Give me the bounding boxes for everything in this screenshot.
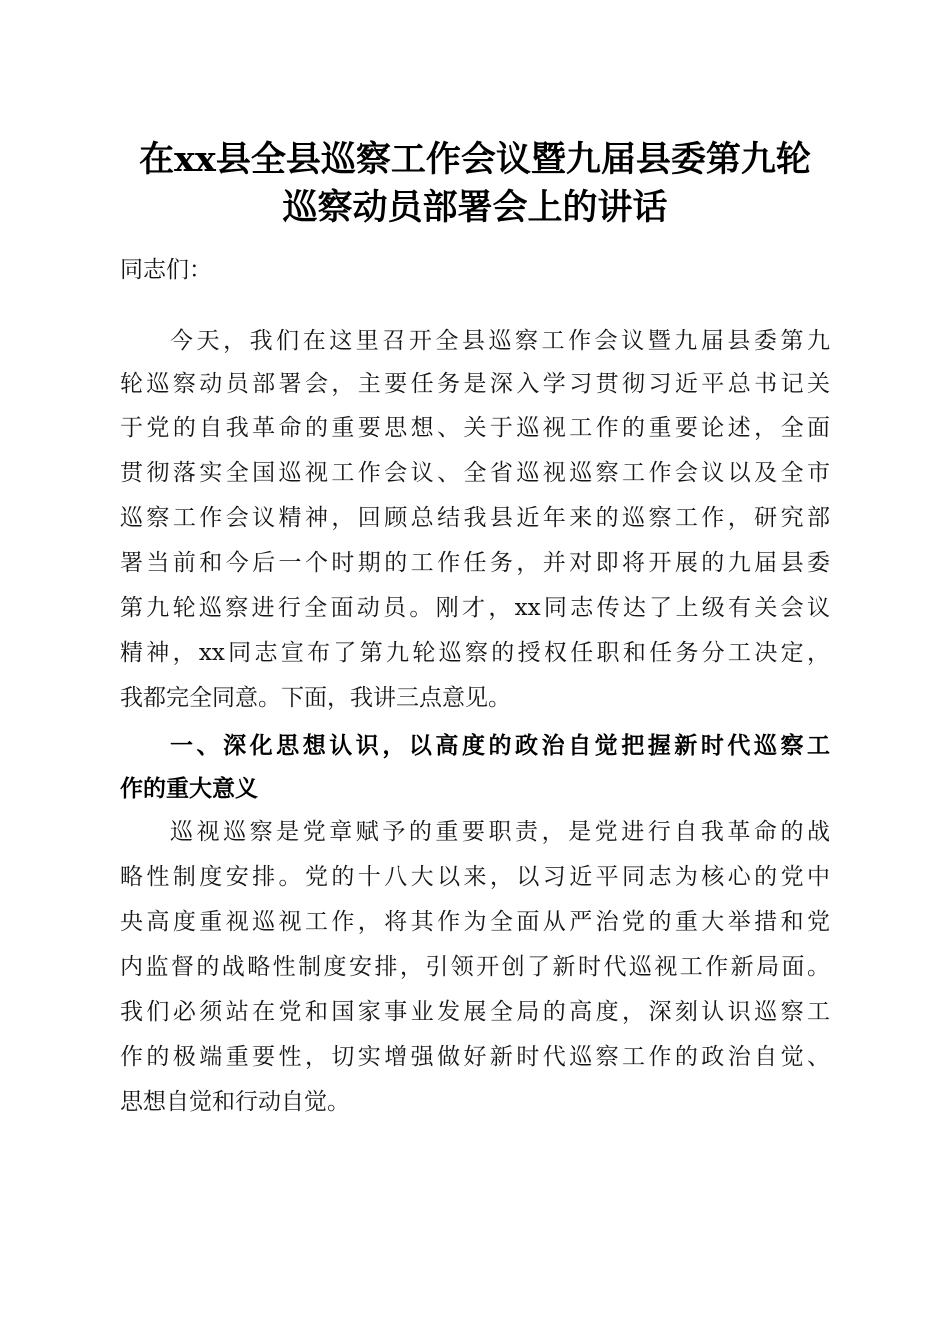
document-title-line-2: 巡察动员部署会上的讲话 — [282, 187, 668, 228]
paragraph-1-line: 我都完全同意。下面，我讲三点意见。 — [120, 685, 511, 711]
document-title-line-1: 在xx县全县巡察工作会议暨九届县委第九轮 — [139, 139, 811, 180]
paragraph-1-line: 今天，我们在这里召开全县巡察工作会议暨九届县委第九 — [170, 328, 830, 354]
paragraph-2-line: 巡视巡察是党章赋予的重要职责，是党进行自我革命的战 — [170, 819, 830, 845]
paragraph-1-line: 署当前和今后一个时期的工作任务，并对即将开展的九届县委 — [120, 550, 830, 576]
paragraph-1-line: 第九轮巡察进行全面动员。刚才，xx同志传达了上级有关会议 — [120, 595, 830, 621]
section-heading-1-line: 作的重大意义 — [120, 776, 258, 802]
paragraph-2-line: 作的极端重要性，切实增强做好新时代巡察工作的政治自觉、 — [120, 1044, 830, 1070]
salutation: 同志们： — [120, 257, 212, 283]
paragraph-1-line: 精神，xx同志宣布了第九轮巡察的授权任职和任务分工决定， — [120, 640, 830, 666]
paragraph-2-line: 央高度重视巡视工作，将其作为全面从严治党的重大举措和党 — [120, 909, 830, 935]
paragraph-1-line: 于党的自我革命的重要思想、关于巡视工作的重要论述，全面 — [120, 415, 830, 441]
section-heading-1-line: 一、深化思想认识，以高度的政治自觉把握新时代巡察工 — [170, 733, 830, 759]
paragraph-2-line: 思想自觉和行动自觉。 — [120, 1089, 350, 1115]
paragraph-2-line: 我们必须站在党和国家事业发展全局的高度，深刻认识巡察工 — [120, 999, 830, 1025]
paragraph-1-line: 巡察工作会议精神，回顾总结我县近年来的巡察工作，研究部 — [120, 505, 830, 531]
paragraph-2-line: 内监督的战略性制度安排，引领开创了新时代巡视工作新局面。 — [120, 954, 830, 980]
paragraph-1-line: 轮巡察动员部署会，主要任务是深入学习贯彻习近平总书记关 — [120, 371, 830, 397]
paragraph-1-line: 贯彻落实全国巡视工作会议、全省巡视巡察工作会议以及全市 — [120, 460, 830, 486]
paragraph-2-line: 略性制度安排。党的十八大以来，以习近平同志为核心的党中 — [120, 864, 830, 890]
